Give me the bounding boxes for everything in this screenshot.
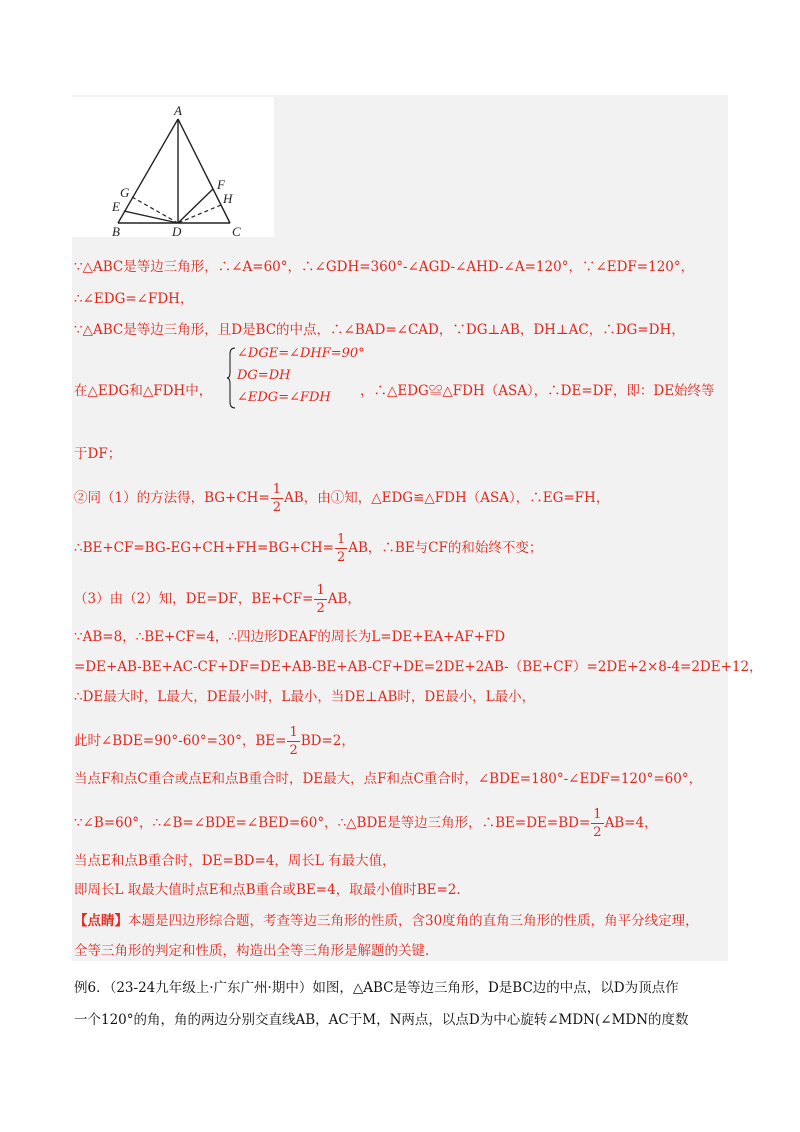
- line-7-text-b: AB，∴BE与CF的和始终不变；: [348, 540, 543, 556]
- fraction-denominator: 2: [593, 825, 602, 840]
- fraction-half: [335, 533, 347, 564]
- fraction-numerator: 1: [272, 482, 282, 497]
- fraction-numerator: 1: [316, 583, 325, 598]
- solution-line-14: [74, 808, 658, 839]
- line-8-text-b: AB，: [327, 591, 361, 607]
- solution-line-10: =DE+AB-BE+AC-CF+DF=DE+AB-BE+AB-CF+DE=2DE+2AB-（BE+CF）=2DE+2×8-4=2DE+12，: [74, 659, 763, 675]
- line-17-text: 本题是四边形综合题，考查等边三角形的性质，含30度角的直角三角形的性质，角平分线定理，: [128, 913, 699, 929]
- system-row-3: ∠EDG=∠FDH: [237, 390, 331, 405]
- line-7-text-a: ∴BE+CF=BG-EG+CH+FH=BG+CH=: [74, 540, 334, 556]
- label-d: D: [172, 224, 182, 237]
- fraction-half: [591, 808, 603, 839]
- line-12-text-a: 此时∠BDE=90°-60°=30°，BE=: [74, 733, 287, 749]
- fraction-numerator: 1: [336, 532, 346, 547]
- label-f: F: [217, 177, 225, 192]
- solution-line-4-post: ，∴△EDG≌△FDH（ASA），∴DE=DF，即：DE始终等: [360, 383, 715, 399]
- label-c: C: [232, 224, 241, 237]
- solution-line-1: ∵△ABC是等边三角形，∴∠A=60°，∴∠GDH=360°-∠AGD-∠AHD-∠A=120°，∵∠EDF=120°，: [74, 259, 695, 275]
- brace-icon: [227, 346, 237, 410]
- line-6-text-b: AB，由①知，△EDG≌△FDH（ASA），∴EG=FH，: [284, 490, 610, 506]
- line-14-text-b: AB=4，: [604, 815, 658, 831]
- solution-line-17: [74, 911, 699, 931]
- solution-line-7: [74, 533, 542, 564]
- solution-line-8: [74, 584, 361, 615]
- example-line-1: 例6．（23-24九年级上·广东广州·期中）如图，△ABC是等边三角形，D是BC边的中点，以D为顶点作: [74, 980, 679, 996]
- solution-line-4-pre: 在△EDG和△FDH中，: [74, 383, 213, 399]
- solution-line-5: 于DF；: [74, 446, 122, 462]
- solution-line-15: 当点E和点B重合时，DE=BD=4，周长L 有最大值，: [74, 853, 396, 869]
- solution-line-18: 全等三角形的判定和性质，构造出全等三角形是解题的关键.: [74, 943, 430, 959]
- triangle-figure: [72, 97, 274, 237]
- fraction-denominator: 2: [272, 500, 282, 515]
- solution-line-11: ∴DE最大时，L最大，DE最小时，L最小，当DE⊥AB时，DE最小，L最小，: [74, 689, 536, 705]
- solution-line-6: [74, 483, 609, 514]
- segment-dg: [132, 197, 178, 223]
- line-6-text-a: ②同（1）的方法得，BG+CH=: [74, 490, 270, 506]
- segment-dh: [178, 205, 221, 223]
- line-14-text-a: ∵∠B=60°，∴∠B=∠BDE=∠BED=60°，∴△BDE是等边三角形，∴BE=DE=BD=: [74, 815, 591, 831]
- solution-line-13: 当点F和点C重合或点E和点B重合时，DE最大，点F和点C重合时，∠BDE=180°-∠EDF=120°=60°，: [74, 771, 703, 787]
- segment-de: [124, 211, 178, 223]
- dianjing-tag: 【点睛】: [74, 913, 128, 929]
- fraction-numerator: 1: [289, 725, 298, 740]
- triangle-diagram: [72, 97, 274, 237]
- side-ab: [118, 119, 178, 223]
- segment-df: [178, 189, 213, 223]
- label-e: E: [112, 199, 120, 214]
- solution-line-12: [74, 726, 355, 757]
- fraction-denominator: 2: [289, 743, 298, 758]
- fraction-denominator: 2: [316, 601, 325, 616]
- line-8-text-a: （3）由（2）知，DE=DF，BE+CF=: [74, 591, 314, 607]
- label-g: G: [120, 185, 130, 200]
- label-a: A: [174, 103, 182, 118]
- solution-line-16: 即周长L 取最大值时点E和点B重合或BE=4，取最小值时BE=2.: [74, 882, 461, 898]
- fraction-half: [314, 584, 326, 615]
- fraction-denominator: 2: [336, 550, 346, 565]
- system-row-1: ∠DGE=∠DHF=90°: [237, 346, 365, 361]
- fraction-half: [271, 483, 283, 514]
- line-12-text-b: BD=2，: [300, 733, 355, 749]
- equation-system: [227, 346, 367, 410]
- label-h: H: [223, 191, 233, 206]
- fraction-numerator: 1: [593, 807, 602, 822]
- label-b: B: [112, 224, 120, 237]
- fraction-half: [287, 726, 299, 757]
- side-ac: [178, 119, 230, 223]
- system-row-2: DG=DH: [237, 368, 291, 383]
- example-line-2: 一个120°的角，角的两边分别交直线AB，AC于M，N两点，以点D为中心旋转∠MDN(∠MDN的度数: [74, 1012, 689, 1028]
- solution-line-9: ∵AB=8，∴BE+CF=4，∴四边形DEAF的周长为L=DE+EA+AF+FD: [74, 629, 506, 645]
- solution-line-3: ∵△ABC是等边三角形，且D是BC的中点，∴∠BAD=∠CAD，∵DG⊥AB，DH⊥AC，∴DG=DH，: [74, 322, 685, 338]
- solution-line-2: ∴∠EDG=∠FDH，: [74, 291, 194, 307]
